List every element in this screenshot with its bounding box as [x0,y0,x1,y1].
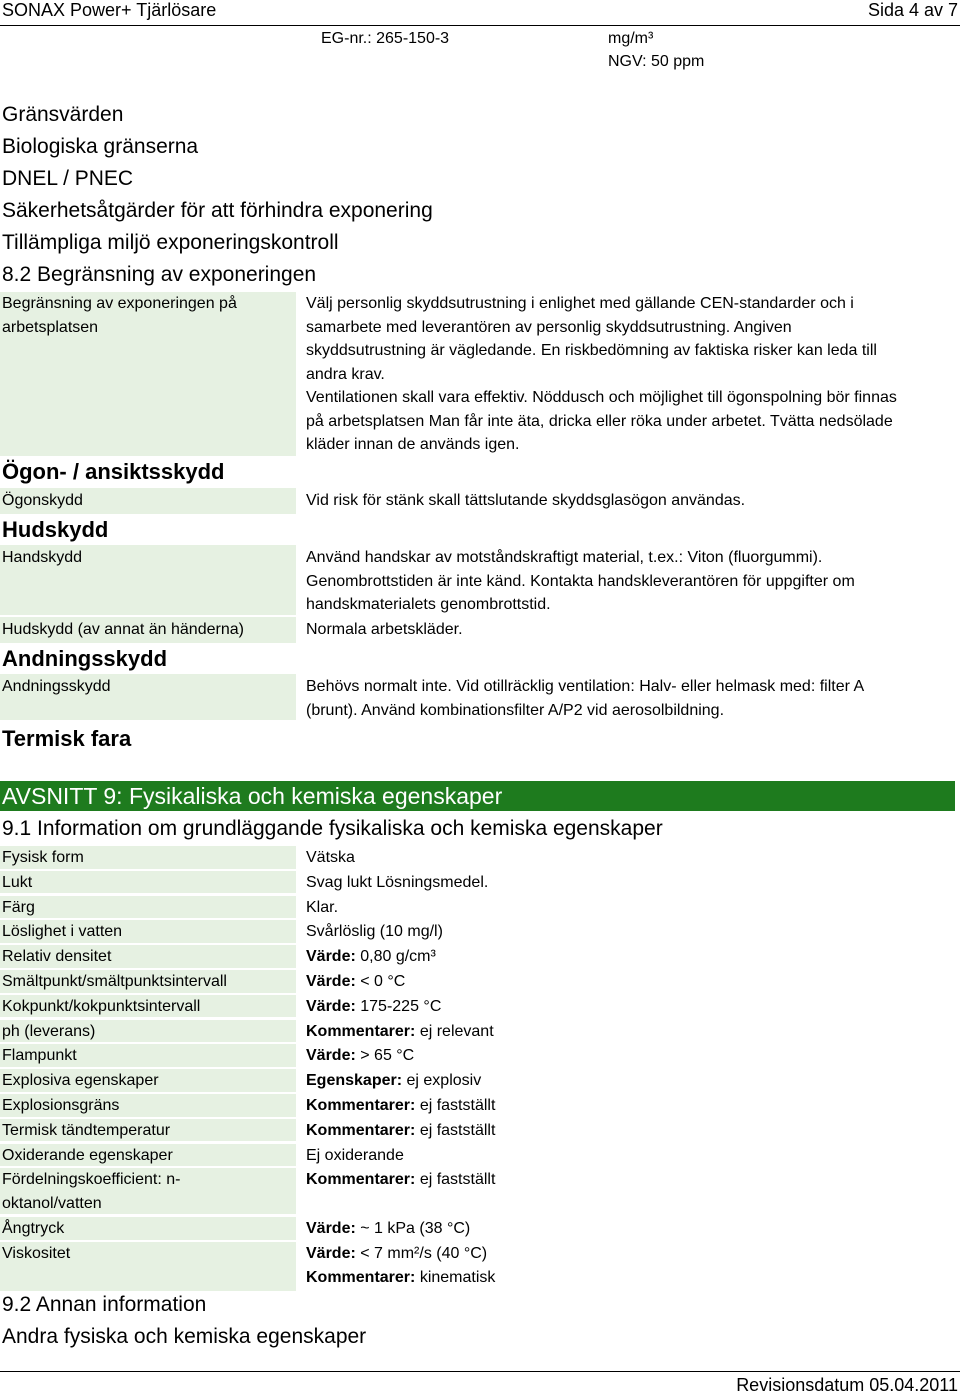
label-background [0,1265,296,1291]
property-label: Färg [2,898,35,916]
property-value-text: ~ 1 kPa (38 °C) [360,1220,471,1238]
property-value [306,1044,414,1068]
heading-thermal-hazard: Termisk fara [2,726,132,751]
label-hand-protection: Handskydd [2,549,83,566]
property-key: Kommentarer: [306,1121,416,1139]
heading-env-exposure-control: Tillämpliga miljö exponeringskontroll [2,231,339,254]
property-value [306,920,443,944]
text-hand-protection: Använd handskar av motståndskraftigt material, t.ex.: Viton (fluorgummi). Genombrottstiden är inte känd. Kontakta handskleverantören för uppgifter om handskmaterialets genombrottstid. [306,549,855,613]
property-value-text: ej relevant [419,1022,494,1040]
property-key: Värde: [306,973,356,990]
property-value-text: Svag lukt Lösningsmedel. [306,873,489,891]
property-value-text: 0,80 g/cm³ [360,948,436,966]
property-value [306,1020,494,1044]
property-key: Värde: [306,1047,356,1065]
heading-8-2: 8.2 Begränsning av exponeringen [2,263,317,286]
property-key: Värde: [306,997,356,1015]
property-label: Flampunkt [2,1047,77,1065]
property-key: Värde: [306,1220,356,1238]
heading-safety-measures: Säkerhetsåtgärder för att förhindra exponering [2,199,433,222]
heading-dnel-pnec: DNEL / PNEC [2,167,134,190]
heading-skin-protection: Hudskydd [2,517,109,542]
property-label: Viskositet [2,1245,71,1263]
label-eye-protection: Ögonskydd [2,492,83,509]
property-label: Ångtryck [2,1220,65,1238]
text-other-skin-protection: Normala arbetskläder. [306,621,463,638]
label-respiratory-protection: Andningsskydd [2,678,111,695]
property-value-text: Vätska [306,849,355,866]
property-value-text: ej explosiv [406,1072,482,1090]
property-value [306,1144,404,1168]
property-label: Löslighet i vatten [2,923,123,941]
text-workplace-exposure-1: Välj personlig skyddsutrustning i enlighet med gällande CEN-standarder och i samarbete med leverantören av personlig skyddsutrustning. Angiven skyddsutrustning är vägledande. En riskbedömning av faktiska risker kan leda till andra krav. [306,295,877,383]
text-eye-protection: Vid risk för stänk skall tättslutande skyddsglasögon användas. [306,492,746,509]
property-value [306,846,355,870]
property-label: Termisk tändtemperatur [2,1121,171,1139]
property-label: Explosionsgräns [2,1097,120,1114]
property-label: Explosiva egenskaper [2,1072,159,1090]
heading-other-properties: Andra fysiska och kemiska egenskaper [2,1325,367,1348]
section-9-bar: AVSNITT 9: Fysikaliska och kemiska egenskaper [0,781,955,811]
viscosity-comment [306,1266,495,1290]
property-value-text: ej fastställt [419,1097,496,1114]
property-key: Kommentarer: [306,1171,416,1189]
heading-eye-protection: Ögon- / ansiktsskydd [2,459,225,484]
property-value [306,1094,495,1118]
text-respiratory-protection: Behövs normalt inte. Vid otillräcklig ventilation: Halv- eller helmask med: filter A (brunt). Använd kombinationsfilter A/P2 vid aerosolbildning. [306,678,864,719]
property-value-text: 175-225 °C [360,997,442,1015]
label-workplace-exposure: Begränsning av exponeringen på arbetsplatsen [2,295,237,336]
label-other-skin-protection: Hudskydd (av annat än händerna) [2,621,244,638]
property-key: Kommentarer: [306,1097,416,1114]
property-value [306,995,441,1019]
property-value [306,1242,487,1266]
heading-respiratory-protection: Andningsskydd [2,646,168,671]
page-number: Sida 4 av 7 [867,0,958,20]
property-value [306,1168,495,1192]
viscosity-comment-key: Kommentarer: [306,1269,416,1286]
property-label: Relativ densitet [2,948,112,966]
unit-label: mg/m³ [608,30,654,47]
property-value [306,970,405,994]
property-label: Fördelningskoefficient: n-oktanol/vatten [2,1171,181,1212]
property-value [306,1217,470,1241]
heading-limit-values: Gränsvärden [2,103,124,126]
property-key: Kommentarer: [306,1022,416,1040]
property-value-text: ej fastställt [419,1121,496,1139]
footer-divider [0,1371,960,1372]
property-value [306,871,488,895]
property-key: Värde: [306,948,356,966]
property-value-text: Klar. [306,898,339,916]
property-value-text: < 0 °C [360,973,406,990]
property-key: Värde: [306,1245,356,1263]
property-label: Lukt [2,873,33,891]
heading-9-2: 9.2 Annan information [2,1293,207,1316]
revision-date: Revisionsdatum 05.04.2011 [736,1375,958,1395]
property-value-text: Svårlöslig (10 mg/l) [306,923,443,941]
document-title: SONAX Power+ Tjärlösare [2,0,217,20]
header-divider [0,25,960,26]
property-value [306,896,338,920]
property-label: ph (leverans) [2,1022,96,1040]
heading-biological-limits: Biologiska gränserna [2,135,199,158]
property-value-text: Ej oxiderande [306,1146,404,1164]
ngv-value: NGV: 50 ppm [608,53,705,70]
property-label: Fysisk form [2,849,84,866]
property-key: Egenskaper: [306,1072,403,1090]
eg-number: EG-nr.: 265-150-3 [321,30,450,47]
viscosity-comment-value: kinematisk [419,1269,496,1286]
property-value-text: ej fastställt [419,1171,496,1189]
property-value [306,1069,481,1093]
heading-9-1: 9.1 Information om grundläggande fysikaliska och kemiska egenskaper [2,817,663,840]
property-value [306,945,436,969]
property-label: Smältpunkt/smältpunktsintervall [2,973,227,990]
text-workplace-exposure-2: Ventilationen skall vara effektiv. Nöddusch och möjlighet till ögonspolning bör finnas på arbetsplatsen Man får inte äta, dricka eller röka under arbetet. Tvätta nedsölade kläder innan de används igen. [306,389,897,453]
property-value-text: < 7 mm²/s (40 °C) [360,1245,488,1263]
property-label: Oxiderande egenskaper [2,1146,173,1164]
property-value [306,1119,495,1143]
property-value-text: > 65 °C [360,1047,415,1065]
property-label: Kokpunkt/kokpunktsintervall [2,997,201,1015]
